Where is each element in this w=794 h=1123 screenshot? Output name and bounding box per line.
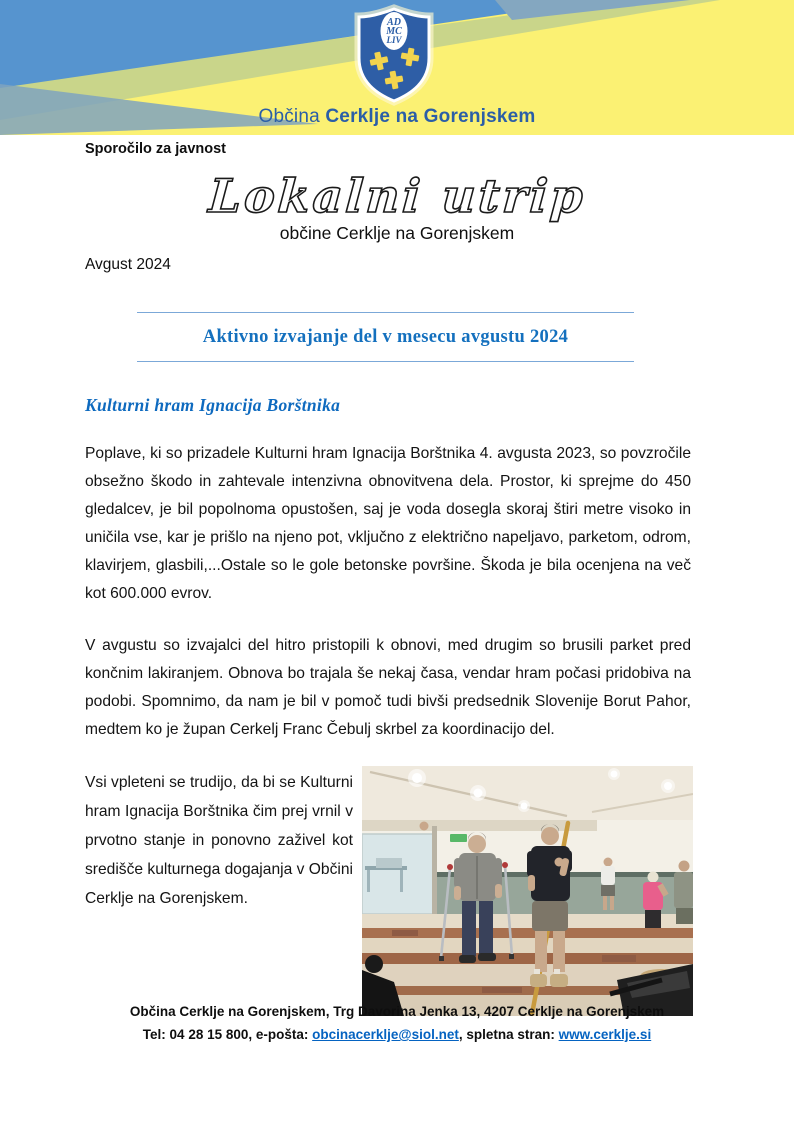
article-photo (362, 766, 693, 1016)
footer-email-link[interactable]: obcinacerklje@siol.net (312, 1027, 459, 1042)
document-footer (0, 1000, 794, 1046)
section-title: Aktivno izvajanje del v mesecu avgustu 2024 (202, 327, 569, 347)
crest-monogram-line-2: MC (386, 26, 402, 37)
issue-date: Avgust 2024 (85, 256, 171, 273)
crest-monogram-line-3: LIV (386, 35, 402, 45)
article-body (85, 440, 691, 744)
article-paragraph-3-column (85, 744, 353, 913)
header-banner (0, 0, 794, 135)
newsletter-subtitle: občine Cerklje na Gorenjskem (279, 223, 515, 243)
article-heading: Kulturni hram Ignacija Borštnika (85, 395, 341, 415)
section-title-box (137, 312, 634, 362)
article-paragraph-1: Poplave, ki so prizadele Kulturni hram Ignacija Borštnika 4. avgusta 2023, so povzročile obsežno škodo in zahtevale intenzivna obnovitvena dela. Prostor, ki sprejme do 450 gledalcev, je bil popolnoma opustošen, saj je voda dosegla skoraj štiri metre visoko in uničila vse, kar je prišlo na njeno pot, vključno z električno napeljavo, parketom, odrom, klavirjem, glasbili,...Ostale so le gole betonske površine. Škoda je bila ocenjena na več kot 600.000 evrov. (85, 445, 691, 602)
footer-address-line: Občina Cerklje na Gorenjskem, Trg Davorina Jenka 13, 4207 Cerklje na Gorenjskem (129, 1004, 665, 1019)
footer-website-link[interactable]: www.cerklje.si (558, 1027, 652, 1042)
municipality-name: Cerklje na Gorenjskem (325, 106, 536, 127)
press-release-kicker: Sporočilo za javnost (85, 141, 226, 157)
newsletter-title: Lokalni utrip (206, 169, 588, 223)
footer-contact-middle: , spletna stran: (458, 1027, 559, 1042)
footer-contact-line (0, 1023, 794, 1046)
article-photo-illustration (362, 766, 693, 1016)
footer-contact-prefix: Tel: 04 28 15 800, e-pošta: (142, 1027, 313, 1042)
exit-sign (450, 834, 467, 842)
crest-monogram-line-1: AD (387, 17, 401, 28)
article-paragraph-3: Vsi vpleteni se trudijo, da bi se Kulturni hram Ignacija Borštnika čim prej vrnil v prvotno stanje in ponovno zaživel kot središče kulturnega dogajanja v Občini Cerklje na Gorenjskem. (85, 774, 353, 907)
article-text-photo-row (85, 744, 693, 1016)
municipality-name-line (0, 106, 794, 128)
photo-window-opening (362, 826, 437, 918)
newsletter-masthead (0, 171, 794, 244)
municipality-prefix: Občina (258, 106, 320, 127)
article-paragraph-2: V avgustu so izvajalci del hitro pristopili k obnovi, med drugim so brusili parket pred končnim lakiranjem. Obnova bo trajala še nekaj časa, vendar hram počasi pridobiva na podobi. Spomnimo, da nam je bil v pomoč tudi bivši predsednik Slovenije Borut Pahor, medtem ko je župan Cerkelj Franc Čebulj skrbel za koordinacijo del. (85, 637, 691, 738)
